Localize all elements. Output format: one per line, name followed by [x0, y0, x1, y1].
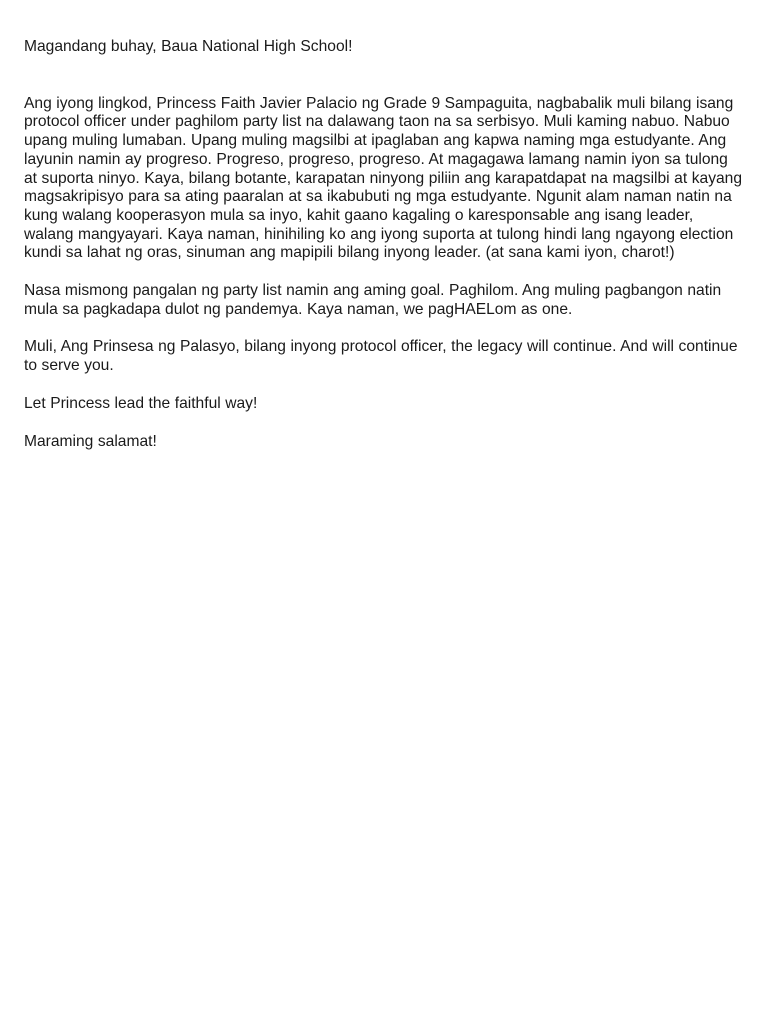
- paragraph-legacy: Muli, Ang Prinsesa ng Palasyo, bilang inyong protocol officer, the legacy will continue. And will continue to serve you.: [24, 338, 738, 375]
- greeting-line: Magandang buhay, Baua National High School!: [24, 38, 353, 55]
- paragraph-introduction: Ang iyong lingkod, Princess Faith Javier Palacio ng Grade 9 Sampaguita, nagbabalik muli bilang isang protocol officer under paghilom party list na dalawang taon na sa serbisyo. Muli kaming nabuo. Nabuo upang muling lumaban. Upang muling magsilbi at ipaglaban ang kapwa naming mga estudyante. Ang layunin namin ay progreso. Progreso, progreso, progreso. At magagawa lamang namin iyon sa tulong at suporta ninyo. Kaya, bilang botante, karapatan ninyong piliin ang karapatdapat na magsilbi at kayang magsakripisyo para sa ating paaralan at sa ikabubuti ng mga estudyante. Ngunit alam naman natin na kung walang kooperasyon mula sa inyo, kahit gaano kagaling o karesponsable ang isang leader, walang mangyayari. Kaya naman, hinihiling ko ang iyong suporta at tulong hindi lang ngayong election kundi sa lahat ng oras, sinuman ang mapipili bilang inyong leader. (at sana kami iyon, charot!): [24, 94, 743, 262]
- document-page: [24, 38, 744, 470]
- paragraph-closing: Maraming salamat!: [24, 432, 157, 450]
- paragraph-slogan: Let Princess lead the faithful way!: [24, 394, 258, 412]
- paragraph-party-goal: Nasa mismong pangalan ng party list namin ang aming goal. Paghilom. Ang muling pagbangon natin mula sa pagkadapa dulot ng pandemya. Kaya naman, we pagHAELom as one.: [24, 282, 722, 318]
